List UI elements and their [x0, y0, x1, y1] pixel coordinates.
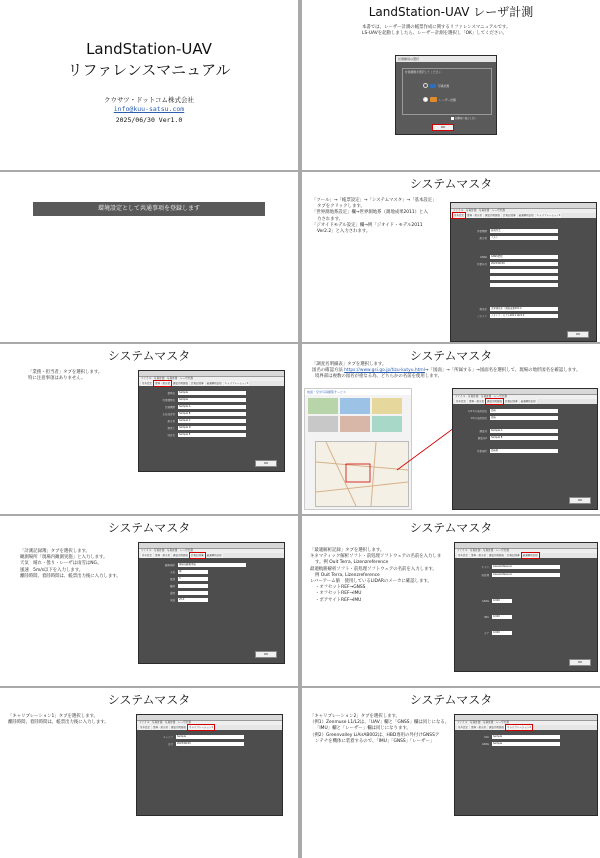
slide-10-calibration2-tab[interactable]	[302, 688, 600, 858]
instruction-text: LS-UAVを起動しましたら、レーザー計測を選択し「OK」してください。	[362, 31, 508, 37]
dialog-menubar: ファイル 写真計測 写真計測 レーザ計測	[139, 549, 284, 553]
tab-analysis[interactable]: 最適解析記録	[518, 214, 534, 217]
tab-map-list[interactable]: 調査名明細表	[173, 382, 189, 385]
field-label: ボア	[483, 632, 489, 635]
field-input[interactable]: Sample A	[178, 405, 246, 409]
slide-4-system-master-basic[interactable]	[302, 172, 600, 342]
bullet-5: ンテナを機体に装着するので、「IMU」「GNSS」「レーザー」	[315, 738, 435, 744]
field-label: 作業機関名	[162, 399, 175, 402]
field-input[interactable]: ジオイド・モデル2011 Ver2.2	[490, 314, 558, 318]
dialog-menubar: ファイル 写真計測 写真計測 レーザ計測	[453, 395, 597, 399]
measurement-group	[402, 68, 492, 115]
field-label: 着陸	[169, 592, 175, 595]
field-label: IMU	[484, 615, 489, 619]
ok-button[interactable]: OK	[255, 651, 277, 658]
system-master-dialog	[454, 714, 598, 816]
manual-title-line1: LandStation-UAV	[86, 40, 212, 58]
field-label: 作業場所	[476, 450, 487, 453]
field-label: 離陸	[169, 585, 175, 588]
tab-basic[interactable]: 基本設定	[458, 726, 469, 729]
field-input[interactable]: Sample B	[490, 436, 558, 440]
field-input[interactable]: 25.0	[178, 598, 208, 602]
slide-8-analysis-tab[interactable]	[302, 516, 600, 686]
gsi-map-link[interactable]: https://www.gsi.go.jp/tizu-kutyu.html	[344, 368, 425, 374]
radio-photo-label: 写真計測	[438, 83, 450, 88]
bullet-3: 天気 晴れ・曇り・レーザは雨雪はNG。	[20, 561, 102, 567]
bullet-2b: す。例 Ouit Terra, Lizenzreference	[315, 560, 389, 566]
field-label: 気温	[169, 599, 175, 602]
field-input[interactable]: 長崎	[490, 416, 558, 420]
tab-bar	[455, 553, 597, 558]
tab-measurement[interactable]: 計測記録簿	[507, 554, 520, 557]
date-version: 2025/06/30 Ver1.0	[115, 116, 183, 124]
tab-analysis[interactable]: 最適解析記録	[206, 554, 222, 557]
tab-basic[interactable]: 基本設定	[140, 726, 151, 729]
camera-icon	[430, 84, 436, 88]
tab-bar	[137, 725, 282, 730]
slide-title: システムマスタ	[107, 521, 191, 535]
dialog-menubar: ファイル 写真計測 写真計測 レーザ計測	[139, 377, 284, 381]
field-input[interactable]: 新規作業	[490, 229, 558, 233]
slide-title: システムマスタ	[409, 349, 493, 363]
field-label: 担当者	[167, 420, 175, 423]
field-input[interactable]: Sample	[178, 398, 246, 402]
tab-map-list[interactable]: 調査名明細表	[489, 726, 505, 729]
slide-title: LandStation-UAV レーザ計測	[368, 5, 534, 19]
bullet-2-text: 図名の確認方法	[312, 368, 345, 374]
slide-title: システムマスタ	[409, 693, 493, 707]
contact-email[interactable]: info@kuu-satsu.com	[113, 105, 185, 113]
field-label: 担当者	[479, 237, 487, 240]
tab-bar	[451, 213, 596, 218]
field-label: GNSS	[482, 599, 489, 603]
tab-map-list[interactable]: 調査名明細表	[489, 554, 505, 557]
field-label: キネマ	[481, 566, 489, 569]
tab-map-list[interactable]: 調査名明細表	[487, 400, 503, 403]
field-label: 測地系	[479, 308, 487, 311]
bullet-4: 風速 5m/s以下を入力します。	[20, 567, 84, 573]
field-input[interactable]: 0.000	[492, 631, 512, 635]
field-input[interactable]: Sample A	[490, 429, 558, 433]
field-label: 1/5万地形図名	[470, 417, 487, 420]
bullet-2: 離陸時間、着陸時間は、帳票出力後に入力します。	[8, 720, 109, 726]
field-input[interactable]	[490, 269, 558, 273]
field-input[interactable]: 晴	[178, 570, 208, 574]
system-master-dialog	[452, 388, 598, 510]
tab-basic[interactable]: 基本設定	[454, 214, 465, 217]
system-master-dialog	[454, 542, 598, 672]
tab-basic[interactable]: 基本設定	[456, 400, 467, 403]
field-label: 前処理	[481, 574, 489, 577]
field-label: 作業年月	[476, 263, 487, 266]
bullet-4: レバーアーム値 使用しているLIDARのメーカに確認します。	[310, 579, 432, 585]
slide-2-laser-start[interactable]	[302, 0, 600, 170]
bullet-2: （例1）Zenmuse L1/L2は、「UAV」欄と「GNSS」欄は同じになる。	[310, 720, 450, 726]
tab-bar	[453, 399, 597, 404]
bullet-1: 「最適解析記録」タブを選択します。	[310, 548, 385, 553]
field-input[interactable]: Sample	[178, 391, 246, 395]
field-input[interactable]: 0.000	[492, 615, 512, 619]
bullet-5: ・オフセットREF→GNSS	[315, 585, 366, 591]
field-label: 風速	[169, 578, 175, 581]
field-input[interactable]: 現場内観測実施	[178, 563, 246, 567]
field-label: 地区名	[167, 434, 175, 437]
bullet-6: ・オフセットREF→IMU	[315, 591, 362, 597]
ok-button[interactable]: OK	[255, 460, 277, 467]
field-input[interactable]: Lizenzreference	[492, 565, 560, 569]
ok-button[interactable]: OK	[567, 331, 589, 338]
system-master-dialog	[450, 202, 597, 342]
tab-calib2[interactable]: キャリブレーション2	[507, 726, 531, 729]
field-label: 天気	[169, 571, 175, 574]
bullet-3: 境界部は複数の図名が重なる為、どちらかの名前を使用します。	[315, 374, 442, 380]
tab-staff[interactable]: 業務・担当者	[469, 400, 485, 403]
dialog-title: 計測種別の選択	[396, 56, 496, 62]
field-label: 業務名	[167, 392, 175, 395]
field-input[interactable]: Sample C	[178, 419, 246, 423]
field-input[interactable]: Sample B	[178, 412, 246, 416]
dialog-menubar: ファイル 写真計測 写真計測 レーザ計測	[137, 721, 282, 725]
radio-laser-label: レーザー計測	[439, 97, 456, 102]
bullet-3b: Ver2.2」と入力されます。	[317, 229, 371, 235]
laser-scanner-icon	[430, 97, 437, 102]
bullet-2-text-b: →「図面」→「所属する」→図面名を選択して、現場の地形図名を確認します。	[424, 368, 581, 374]
slide-title: システムマスタ	[409, 521, 493, 535]
field-input[interactable]	[178, 584, 208, 588]
slide-3-section[interactable]	[0, 172, 298, 342]
field-input[interactable]: 長崎県	[490, 449, 558, 453]
field-label: GNSS	[482, 742, 489, 746]
slide-title: システムマスタ	[409, 177, 493, 191]
field-input[interactable]: Lizenzreference	[492, 573, 560, 577]
bullet-2: 観測場所「現場内観測実施」と入力します。	[20, 555, 108, 561]
radio-dot-selected	[423, 97, 428, 102]
bullet-3: 最適軌跡解析ソフト・前処理ソフトウェアの名前を入力します。	[310, 566, 437, 572]
slide-7-measurement-tab[interactable]	[0, 516, 298, 686]
field-input[interactable]: Sample E	[178, 433, 246, 437]
field-input[interactable]: GNSS情報	[490, 255, 558, 259]
field-label: キャリブ	[162, 736, 173, 739]
field-input[interactable]: Sample	[176, 735, 244, 739]
tab-basic[interactable]: 基本設定	[142, 382, 153, 385]
field-label: GNSS	[480, 255, 487, 259]
slide-title: システムマスタ	[107, 349, 191, 363]
field-label: ジオイド	[477, 315, 487, 318]
field-input[interactable]	[490, 276, 558, 280]
bullet-4: （例2）Greenvalley LiAirAB002は、HBD専用の外付けGNSSア	[310, 732, 440, 738]
field-input[interactable]: 0.000	[492, 599, 512, 603]
bullet-1: 「計測記録簿」タブを選択します。	[20, 549, 90, 554]
field-input[interactable]: テスト	[490, 236, 558, 240]
field-input[interactable]: Sample D	[178, 426, 246, 430]
field-label: 主任技術者	[162, 413, 175, 416]
tab-staff[interactable]: 業務・担当者	[471, 726, 487, 729]
checkbox-box	[451, 117, 454, 120]
system-master-dialog	[136, 714, 283, 816]
field-label: UAV	[483, 735, 489, 739]
field-input[interactable]: 世界測地系（測地成果2011）	[490, 307, 558, 311]
field-input[interactable]: 長崎	[490, 409, 558, 413]
bullet-1: 「キャリブレーション2」タブを選択します。	[310, 714, 400, 719]
bullet-1b: タブをクリックします。	[317, 204, 365, 210]
field-input[interactable]: 2025/06/30	[490, 262, 558, 266]
slide-5-staff-tab[interactable]	[0, 344, 298, 514]
field-input[interactable]: Sample	[492, 742, 560, 746]
field-label: 測量士	[167, 427, 175, 430]
checkbox-label: 起動時に表示しない	[455, 117, 477, 120]
intro-text: 本書では、レーザー計測の帳票作成に関するリファレンスマニュアルです。	[362, 25, 511, 30]
field-label: 調査地	[479, 430, 487, 433]
ok-button[interactable]: OK	[432, 124, 454, 131]
tab-measurement[interactable]: 計測記録簿	[191, 382, 204, 385]
tab-map-list[interactable]: 調査名明細表	[171, 726, 187, 729]
group-label: 計測種類を選択してください	[405, 70, 442, 74]
field-label: 計画機関	[164, 406, 175, 409]
tab-staff[interactable]: 業務・担当者	[467, 214, 483, 217]
tab-basic[interactable]: 基本設定	[458, 554, 469, 557]
map-service-title: 地図・空中写真閲覧サービス	[305, 389, 411, 395]
bullet-1: 「ツール」→「帳票設定」→「システムマスタ」→「基本設定」	[312, 198, 437, 203]
measurement-type-dialog	[395, 55, 497, 135]
bullet-2b: 力されます。	[317, 216, 343, 222]
tab-calib1[interactable]: キャリブレーション1	[536, 214, 561, 217]
tab-staff[interactable]: 業務・担当者	[155, 382, 171, 385]
tab-measurement[interactable]: 計測記録簿	[191, 554, 204, 557]
field-label: 作業機関	[476, 230, 487, 233]
field-label: 調査地2	[477, 437, 487, 440]
manual-title-line2: リファレンスマニュアル	[67, 61, 231, 79]
slide-title: システムマスタ	[107, 693, 191, 707]
dialog-menubar: ファイル 写真計測 写真計測 レーザ計測	[455, 549, 597, 553]
system-master-dialog	[138, 370, 285, 472]
bullet-1: 「調査名明細表」タブを選択します。	[312, 362, 387, 367]
system-master-dialog	[138, 542, 285, 664]
tab-bar	[455, 725, 597, 730]
bullet-2: 「世界測地系設定」欄→世界測地系（測地成果2011）と入	[312, 210, 428, 216]
bullet-2: キネマティック解析ソフト・前処理ソフトウェアの名前を入力しま	[310, 554, 442, 560]
field-label: 日付	[167, 743, 173, 746]
field-input[interactable]	[490, 283, 558, 287]
dialog-menubar: ファイル 写真計測 写真計測 レーザ計測	[451, 209, 596, 213]
tab-measurement[interactable]: 計測記録簿	[503, 214, 516, 217]
tab-calib1[interactable]: キャリブレーション1	[189, 726, 213, 729]
bullet-7: ・ボアサイトREF→IMU	[315, 597, 362, 603]
field-label: 1/2.5万地形図名	[468, 410, 487, 413]
hide-on-start-checkbox[interactable]	[451, 116, 477, 120]
tab-calib1[interactable]: キャリブレーション1	[224, 382, 249, 385]
tab-staff[interactable]: 業務・担当者	[153, 726, 169, 729]
bullet-5: 離陸時間、着陸時間は、帳票出力後に入力します。	[20, 573, 121, 579]
company-name: クウサツ・ドットコム株式会社	[103, 96, 195, 104]
bullet-3: 「IMU」欄と「レーザー」欄は同じになります。	[315, 726, 411, 732]
radio-circle	[423, 83, 428, 88]
tab-analysis[interactable]: 最適解析記録	[520, 400, 536, 403]
tab-measurement[interactable]: 計測記録簿	[505, 400, 518, 403]
bullet-1: 「キャリブレーション1」タブを選択します。	[8, 714, 98, 719]
tab-analysis[interactable]: 最適解析記録	[206, 382, 222, 385]
bullet-3b: 例 Ouit Terra, Lizenzreference	[315, 572, 380, 578]
slide-6-map-list-tab[interactable]	[302, 344, 600, 514]
field-input[interactable]: 2025/06/15	[176, 742, 244, 746]
bullet-2: 特に注意事項はありません。	[28, 376, 86, 382]
tab-staff[interactable]: 業務・担当者	[471, 554, 487, 557]
bullet-1: 「業務・担当者」タブを選択します。	[28, 370, 103, 375]
field-input[interactable]	[178, 591, 208, 595]
tab-staff[interactable]: 業務・担当者	[155, 554, 171, 557]
dialog-menubar: ファイル 写真計測 写真計測 レーザ計測	[455, 721, 597, 725]
radio-photo[interactable]	[423, 83, 449, 88]
slide-9-calibration1-tab[interactable]	[0, 688, 298, 858]
tab-bar	[139, 553, 284, 558]
section-banner: 環境設定として共通事項を登録します	[33, 202, 265, 216]
ok-button[interactable]: OK	[569, 659, 591, 666]
field-input[interactable]: Sample	[492, 735, 560, 739]
tab-bar	[139, 381, 284, 386]
tab-map-list[interactable]: 調査名明細表	[173, 554, 189, 557]
field-input[interactable]: 3	[178, 577, 208, 581]
tab-analysis[interactable]: 最適解析記録	[522, 554, 538, 557]
ok-button[interactable]: OK	[569, 497, 591, 504]
slide-1-cover[interactable]	[0, 0, 298, 170]
bullet-3: 「ジオイドモデル設定」欄→例「ジオイド・モデル2011	[312, 222, 423, 228]
tab-basic[interactable]: 基本設定	[142, 554, 153, 557]
radio-laser[interactable]	[423, 97, 456, 102]
tab-map-list[interactable]: 調査名明細表	[485, 214, 501, 217]
field-label: 観測場所	[164, 564, 175, 567]
